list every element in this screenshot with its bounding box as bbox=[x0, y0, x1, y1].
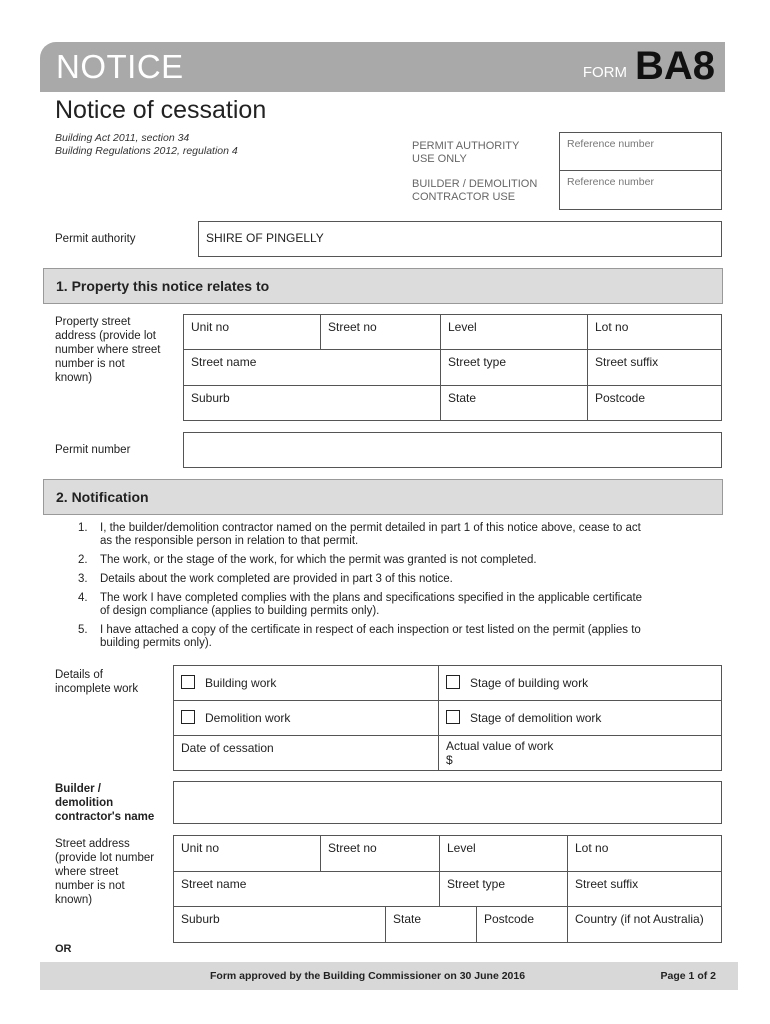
details-incomplete-work-label bbox=[55, 668, 138, 696]
stage-of-building-work-checkbox[interactable] bbox=[446, 675, 460, 689]
builder-name-label-line: demolition bbox=[55, 797, 114, 809]
property-address-label-line: number where street bbox=[55, 344, 161, 356]
permit-authority-reference-field[interactable] bbox=[559, 132, 722, 171]
builder-name-field[interactable] bbox=[173, 781, 722, 824]
details-label-line: incomplete work bbox=[55, 683, 139, 695]
state-label: State bbox=[448, 391, 477, 405]
state-label: State bbox=[393, 912, 422, 926]
street-address-label-line: Street address bbox=[55, 838, 130, 850]
unit-no-label: Unit no bbox=[191, 320, 230, 334]
builder-street-no-field[interactable] bbox=[320, 835, 440, 872]
section-2-heading bbox=[43, 479, 723, 515]
country-label: Country (if not Australia) bbox=[575, 912, 704, 926]
list-item bbox=[78, 554, 718, 567]
street-suffix-label: Street suffix bbox=[575, 877, 639, 891]
property-level-field[interactable] bbox=[440, 314, 588, 350]
page-number: Page 1 of 2 bbox=[660, 970, 716, 982]
permit-number-field[interactable] bbox=[183, 432, 722, 468]
list-item-text: The work, or the stage of the work, for which the permit was granted is not completed. bbox=[100, 554, 537, 566]
stage-of-demolition-work-label: Stage of demolition work bbox=[470, 711, 602, 725]
list-item-text: I, the builder/demolition contractor named on the permit detailed in part 1 of this notice above, cease to act bbox=[100, 522, 641, 534]
property-state-field[interactable] bbox=[440, 385, 588, 421]
street-no-label: Street no bbox=[328, 320, 377, 334]
street-no-label: Street no bbox=[328, 841, 377, 855]
permit-authority-use-line-2: USE ONLY bbox=[412, 153, 467, 165]
date-of-cessation-field[interactable] bbox=[173, 735, 439, 771]
section-1-heading bbox=[43, 268, 723, 304]
currency-symbol: $ bbox=[446, 753, 453, 767]
stage-of-demolition-work-checkbox[interactable] bbox=[446, 710, 460, 724]
reference-number-label: Reference number bbox=[567, 176, 654, 188]
actual-value-label: Actual value of work bbox=[446, 739, 554, 753]
list-item-text: building permits only). bbox=[100, 637, 212, 649]
street-name-label: Street name bbox=[181, 877, 247, 891]
builder-name-label-line: contractor's name bbox=[55, 811, 155, 823]
permit-authority-use-label bbox=[412, 140, 519, 166]
property-lot-no-field[interactable] bbox=[587, 314, 722, 350]
builder-name-label bbox=[55, 782, 154, 824]
street-address-label-line: where street bbox=[55, 866, 119, 878]
or-label: OR bbox=[55, 943, 72, 955]
legislation-reference bbox=[55, 132, 238, 158]
property-street-no-field[interactable] bbox=[320, 314, 441, 350]
legislation-line-2: Building Regulations 2012, regulation 4 bbox=[55, 145, 238, 157]
property-address-label bbox=[55, 315, 160, 385]
page-footer bbox=[40, 962, 738, 990]
banner-title: NOTICE bbox=[56, 48, 184, 85]
document-title: Notice of cessation bbox=[55, 96, 267, 124]
street-address-label-line: known) bbox=[55, 894, 93, 906]
property-postcode-field[interactable] bbox=[587, 385, 722, 421]
property-suburb-field[interactable] bbox=[183, 385, 441, 421]
permit-authority-use-line-1: PERMIT AUTHORITY bbox=[412, 140, 520, 152]
permit-number-label: Permit number bbox=[55, 444, 131, 456]
builder-use-label bbox=[412, 178, 537, 204]
demolition-work-label: Demolition work bbox=[205, 711, 291, 725]
footer-approval-text: Form approved by the Building Commissioner on 30 June 2016 bbox=[210, 970, 526, 982]
unit-no-label: Unit no bbox=[181, 841, 220, 855]
builder-use-line-1: BUILDER / DEMOLITION bbox=[412, 178, 538, 190]
list-item-text: of design compliance (applies to building permits only). bbox=[100, 605, 380, 617]
reference-number-label: Reference number bbox=[567, 138, 654, 150]
list-item-text: Details about the work completed are provided in part 3 of this notice. bbox=[100, 573, 453, 585]
suburb-label: Suburb bbox=[181, 912, 220, 926]
list-item-number: 1. bbox=[78, 522, 88, 534]
section-1-title: 1. Property this notice relates to bbox=[56, 278, 270, 294]
builder-street-address-label bbox=[55, 837, 154, 907]
property-street-name-field[interactable] bbox=[183, 349, 441, 386]
postcode-label: Postcode bbox=[484, 912, 535, 926]
permit-authority-label: Permit authority bbox=[55, 233, 136, 245]
builder-suburb-field[interactable] bbox=[173, 906, 386, 943]
street-suffix-label: Street suffix bbox=[595, 355, 659, 369]
list-item-number: 2. bbox=[78, 554, 88, 566]
notification-list bbox=[78, 522, 718, 656]
builder-state-field[interactable] bbox=[385, 906, 477, 943]
builder-street-suffix-field[interactable] bbox=[567, 871, 722, 907]
builder-reference-field[interactable] bbox=[559, 170, 722, 210]
builder-unit-no-field[interactable] bbox=[173, 835, 321, 872]
actual-value-field[interactable] bbox=[438, 735, 722, 771]
form-label: FORM bbox=[582, 64, 627, 81]
list-item-number: 5. bbox=[78, 624, 88, 636]
list-item-text: The work I have completed complies with the plans and specifications specified in the applicable certificate bbox=[100, 592, 643, 604]
property-address-label-line: known) bbox=[55, 372, 93, 384]
stage-of-demolition-work-option[interactable] bbox=[438, 700, 722, 736]
list-item-text: as the responsible person in relation to that permit. bbox=[100, 535, 359, 547]
list-item bbox=[78, 573, 718, 586]
property-address-label-line: Property street bbox=[55, 316, 131, 328]
details-label-line: Details of bbox=[55, 669, 103, 681]
list-item bbox=[78, 522, 718, 548]
date-of-cessation-label: Date of cessation bbox=[181, 741, 274, 755]
street-address-label-line: number is not bbox=[55, 880, 125, 892]
street-name-label: Street name bbox=[191, 355, 257, 369]
demolition-work-option[interactable] bbox=[173, 700, 439, 736]
level-label: Level bbox=[447, 841, 476, 855]
building-work-checkbox[interactable] bbox=[181, 675, 195, 689]
list-item-number: 3. bbox=[78, 573, 88, 585]
building-work-option[interactable] bbox=[173, 665, 439, 701]
demolition-work-checkbox[interactable] bbox=[181, 710, 195, 724]
level-label: Level bbox=[448, 320, 477, 334]
builder-name-label-line: Builder / bbox=[55, 783, 102, 795]
builder-street-name-field[interactable] bbox=[173, 871, 440, 907]
property-unit-no-field[interactable] bbox=[183, 314, 321, 350]
list-item-number: 4. bbox=[78, 592, 88, 604]
list-item bbox=[78, 592, 718, 618]
list-item-text: I have attached a copy of the certificate in respect of each inspection or test listed on the permit (applies to bbox=[100, 624, 641, 636]
lot-no-label: Lot no bbox=[575, 841, 609, 855]
lot-no-label: Lot no bbox=[595, 320, 629, 334]
property-address-label-line: address (provide lot bbox=[55, 330, 156, 342]
property-street-type-field[interactable] bbox=[440, 349, 588, 386]
builder-postcode-field[interactable] bbox=[476, 906, 568, 943]
section-2-title: 2. Notification bbox=[56, 489, 149, 505]
list-item bbox=[78, 624, 718, 650]
form-banner bbox=[40, 42, 725, 92]
property-address-label-line: number is not bbox=[55, 358, 125, 370]
legislation-line-1: Building Act 2011, section 34 bbox=[55, 132, 190, 144]
suburb-label: Suburb bbox=[191, 391, 230, 405]
street-type-label: Street type bbox=[448, 355, 507, 369]
permit-authority-value: SHIRE OF PINGELLY bbox=[206, 231, 324, 245]
form-code: BA8 bbox=[634, 44, 715, 88]
stage-of-building-work-label: Stage of building work bbox=[470, 676, 589, 690]
builder-level-field[interactable] bbox=[439, 835, 568, 872]
stage-of-building-work-option[interactable] bbox=[438, 665, 722, 701]
permit-authority-field[interactable] bbox=[198, 221, 722, 257]
property-street-suffix-field[interactable] bbox=[587, 349, 722, 386]
building-work-label: Building work bbox=[205, 676, 277, 690]
builder-use-line-2: CONTRACTOR USE bbox=[412, 191, 516, 203]
street-type-label: Street type bbox=[447, 877, 506, 891]
street-address-label-line: (provide lot number bbox=[55, 852, 155, 864]
postcode-label: Postcode bbox=[595, 391, 646, 405]
builder-country-field[interactable] bbox=[567, 906, 722, 943]
builder-street-type-field[interactable] bbox=[439, 871, 568, 907]
builder-lot-no-field[interactable] bbox=[567, 835, 722, 872]
